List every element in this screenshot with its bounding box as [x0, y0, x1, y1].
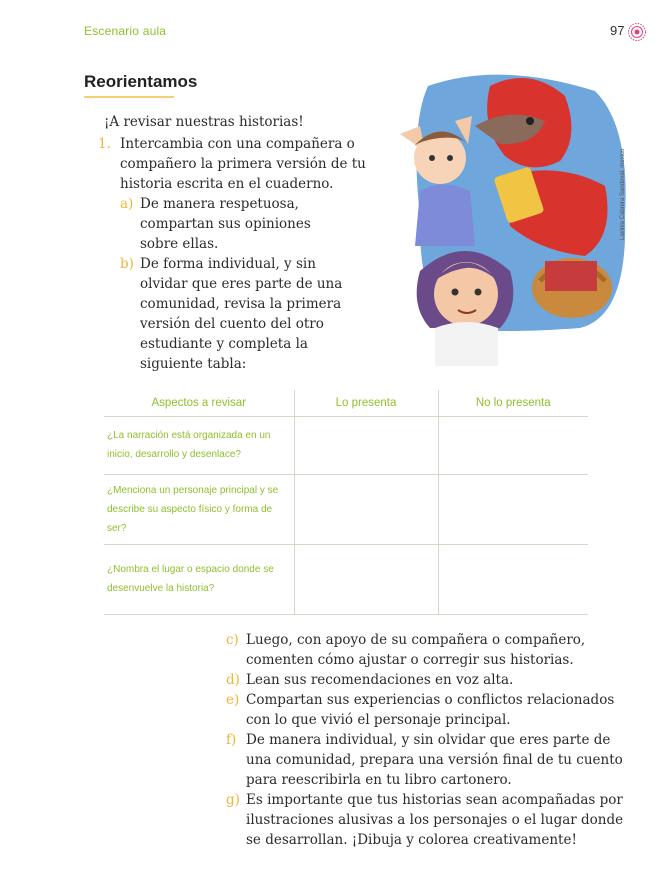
list-item-f	[226, 730, 636, 790]
item-text: Intercambia con una compañera o compañero la primera versión de tu historia escrita en el cuaderno.	[120, 136, 366, 192]
list-item-letter: e)	[226, 692, 240, 708]
list-item-letter: g)	[226, 792, 240, 808]
table-row	[104, 544, 588, 614]
table-cell-present[interactable]	[294, 474, 438, 544]
table-row	[104, 474, 588, 544]
table-row-aspect: ¿Menciona un personaje principal y se describe su aspecto físico y forma de ser?	[104, 474, 294, 544]
illustration-credit: Lavinia Cabrera Sandoval, mexico	[620, 148, 626, 240]
list-item-e	[226, 690, 636, 730]
table-row-aspect: ¿La narración está organizada en un inicio, desarrollo y desenlace?	[104, 416, 294, 474]
table-cell-absent[interactable]	[438, 544, 588, 614]
list-item-c	[226, 630, 636, 670]
intro-text: ¡A revisar nuestras historias!	[104, 114, 304, 130]
table-header-row	[104, 390, 588, 416]
table-cell-present[interactable]	[294, 416, 438, 474]
list-item-letter: d)	[226, 672, 240, 688]
list-item-text: Compartan sus experiencias o conflictos relacionados con lo que vivió el personaje principal.	[246, 692, 615, 728]
list-item-d	[226, 670, 636, 690]
list-item-text: Es importante que tus historias sean acompañadas por ilustraciones alusivas a los personajes o el lugar donde se desarrollan. ¡Dibuja y colorea creativamente!	[246, 792, 624, 848]
title-underline	[84, 96, 174, 98]
review-table	[104, 390, 588, 615]
activity-list-continued	[226, 630, 636, 850]
table-cell-absent[interactable]	[438, 474, 588, 544]
table-row	[104, 416, 588, 474]
list-item-letter: c)	[226, 632, 239, 648]
list-item-text: Luego, con apoyo de su compañera o compañero, comenten cómo ajustar o corregir sus historias.	[246, 632, 586, 668]
table-header-present: Lo presenta	[294, 390, 438, 416]
table-header-aspects: Aspectos a revisar	[104, 390, 294, 416]
sub-item-text: De manera respetuosa, compartan sus opiniones sobre ellas.	[140, 196, 311, 252]
sub-item-text: De forma individual, y sin olvidar que eres parte de una comunidad, revisa la primera versión del cuento del otro estudiante y completa la siguiente tabla:	[140, 256, 343, 372]
item-number: 1.	[98, 136, 111, 152]
table-row-aspect: ¿Nombra el lugar o espacio donde se desenvuelve la historia?	[104, 544, 294, 614]
sub-item-letter: a)	[120, 196, 134, 212]
rosette-icon	[627, 22, 647, 42]
list-item-text: De manera individual, y sin olvidar que eres parte de una comunidad, prepara una versión final de tu cuento para reescribirla en tu libro cartonero.	[246, 732, 623, 788]
story-characters-illustration	[380, 66, 632, 366]
list-item-letter: f)	[226, 732, 237, 748]
sub-item-letter: b)	[120, 256, 134, 272]
table-bottom-rule	[104, 614, 588, 615]
section-title: Reorientamos	[84, 72, 198, 91]
section-label: Escenario aula	[84, 24, 167, 38]
page-number: 97	[610, 23, 625, 38]
table-cell-present[interactable]	[294, 544, 438, 614]
table-header-absent: No lo presenta	[438, 390, 588, 416]
table-cell-absent[interactable]	[438, 416, 588, 474]
list-item-text: Lean sus recomendaciones en voz alta.	[246, 672, 514, 688]
list-item-g	[226, 790, 636, 850]
